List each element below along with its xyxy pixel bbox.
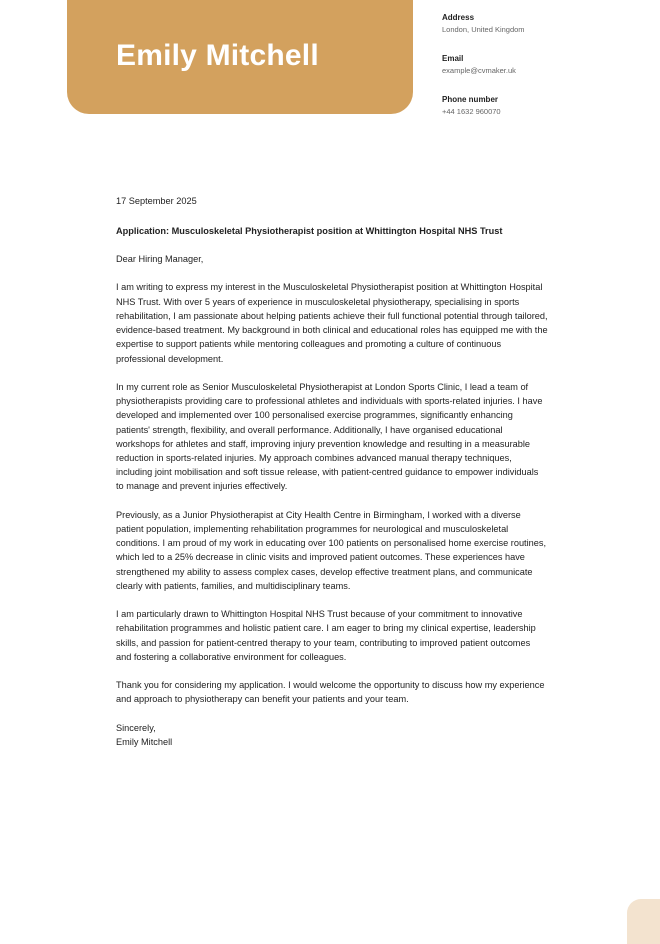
address-group [442, 12, 642, 36]
contact-details [442, 12, 642, 135]
closing-phrase: Sincerely, [116, 722, 156, 733]
address-label: Address [442, 13, 475, 22]
paragraph-previous-role: Previously, as a Junior Physiotherapist at City Health Centre in Birmingham, I worked with a diverse patient population, implementing rehabilitation programmes for neurological and musculoskeletal conditions. I am proud of my work in educating over 100 patients on personalised home exercise routines, which led to a 25% decrease in clinic visits and improved patient outcomes. These experiences have strengthened my ability to assess complex cases, develop effective treatment plans, and communicate clearly with patients, families, and multidisciplinary teams. [116, 509, 547, 591]
applicant-name: Emily Mitchell [116, 39, 319, 72]
email-label: Email [442, 54, 464, 63]
phone-group [442, 94, 642, 118]
address-value: London, United Kingdom [442, 25, 525, 34]
paragraph-motivation: I am particularly drawn to Whittington Hospital NHS Trust because of your commitment to innovative rehabilitation programmes and holistic patient care. I am eager to bring my clinical expertise, leadership skills, and passion for patient-centred therapy to your team, contributing to improved patient outcomes and fostering a collaborative environment for colleagues. [116, 609, 536, 662]
signature-name: Emily Mitchell [116, 736, 173, 747]
phone-label: Phone number [442, 95, 499, 104]
header-banner [67, 0, 413, 114]
letter-body [116, 194, 548, 749]
letter-date: 17 September 2025 [116, 196, 197, 206]
email-value: example@cvmaker.uk [442, 66, 516, 75]
phone-value: +44 1632 960070 [442, 107, 501, 116]
paragraph-closing: Thank you for considering my application. I would welcome the opportunity to discuss how my experience and approach to physiotherapy can benefit your patients and your team. [116, 680, 545, 705]
paragraph-current-role: In my current role as Senior Musculoskeletal Physiotherapist at London Sports Clinic, I lead a team of physiotherapists providing care to professional athletes and individuals with sports-related injuries. I have developed and implemented over 100 personalised exercise programmes, significantly enhancing patients' strength, flexibility, and overall performance. Additionally, I have organised educational workshops for athletes and staff, improving injury prevention knowledge and resulting in a measurable reduction in sports-related injuries. My approach combines advanced manual therapy techniques, including joint mobilisation and soft tissue release, with patient-centred guidance to empower individuals to manage and prevent injuries effectively. [116, 381, 543, 492]
corner-decoration [627, 899, 660, 944]
paragraph-intro: I am writing to express my interest in the Musculoskeletal Physiotherapist position at Whittington Hospital NHS Trust. With over 5 years of experience in musculoskeletal physiotherapy, specialising in sports rehabilitation, I am passionate about helping patients achieve their full functional potential through tailored, evidence-based treatment. My background in both clinical and educational roles has equipped me with the expertise to support patients while mentoring colleagues and promoting a culture of continuous professional development. [116, 282, 548, 364]
sign-off [116, 721, 548, 749]
email-group [442, 53, 642, 77]
letter-subject: Application: Musculoskeletal Physiotherapist position at Whittington Hospital NHS Trust [116, 225, 503, 236]
salutation: Dear Hiring Manager, [116, 254, 204, 265]
